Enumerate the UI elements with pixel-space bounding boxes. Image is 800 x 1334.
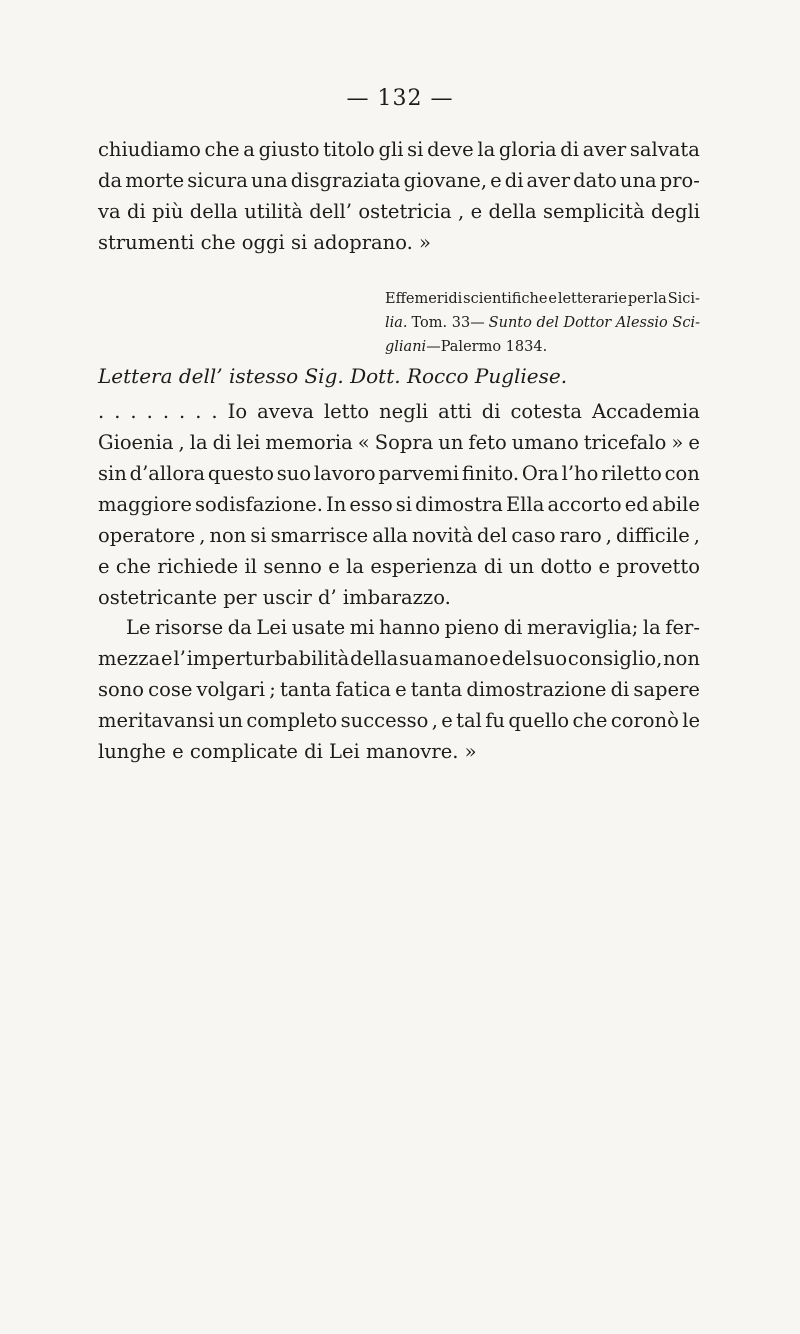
- paragraph-1: [98, 134, 700, 258]
- text-line: chiudiamo che a giusto titolo gli si deve la gloria di aver salvata: [98, 138, 700, 161]
- text-line: Gioenia , la di lei memoria « Sopra un feto umano tricefalo » e: [98, 431, 700, 454]
- text-line: va di più della utilità dell’ ostetricia , e della semplicità degli: [98, 200, 700, 223]
- citation-text: Sunto del Dottor Alessio Sci-: [488, 315, 700, 331]
- text-line: ostetricante per uscir d’ imbarazzo.: [98, 586, 451, 609]
- paragraph-2: [98, 396, 700, 613]
- text-line: da morte sicura una disgraziata giovane, e di aver dato una pro-: [98, 169, 700, 192]
- citation-text: gliani: [385, 339, 427, 355]
- text-line: sin d’allora questo suo lavoro parvemi finito. Ora l’ho riletto con: [98, 462, 700, 485]
- citation-text: —Palermo 1834.: [426, 339, 548, 355]
- text-line: meritavansi un completo successo , e tal fu quello che coronò le: [98, 709, 700, 732]
- text-line: mezza e l’ imperturbabilità della sua mano e del suo consiglio, non: [98, 647, 700, 670]
- letter-heading: Lettera dell’ istesso Sig. Dott. Rocco Pugliese.: [98, 364, 568, 388]
- citation-line: [385, 335, 700, 359]
- text-line: lunghe e complicate di Lei manovre. »: [98, 740, 477, 763]
- paragraph-3: [98, 612, 700, 767]
- citation-text: lia.: [385, 315, 408, 331]
- text-line: Le risorse da Lei usate mi hanno pieno di meraviglia; la fer-: [126, 616, 700, 639]
- text-line: sono cose volgari ; tanta fatica e tanta dimostrazione di sapere: [98, 678, 700, 701]
- text-line: strumenti che oggi si adoprano. »: [98, 231, 431, 254]
- text-line: maggiore sodisfazione. In esso si dimostra Ella accorto ed abile: [98, 493, 700, 516]
- text-line: . . . . . . . . Io aveva letto negli atti di cotesta Accademia: [98, 400, 700, 423]
- citation: [385, 287, 700, 359]
- citation-text: Tom. 33—: [411, 315, 485, 331]
- page-number: — 132 —: [346, 86, 454, 111]
- citation-line: Effemeridi scientifiche e letterarie per la Sici-: [385, 291, 700, 307]
- text-line: e che richiede il senno e la esperienza di un dotto e provetto: [98, 555, 700, 578]
- text-line: operatore , non si smarrisce alla novità del caso raro , difficile ,: [98, 524, 700, 547]
- citation-line: [385, 311, 700, 335]
